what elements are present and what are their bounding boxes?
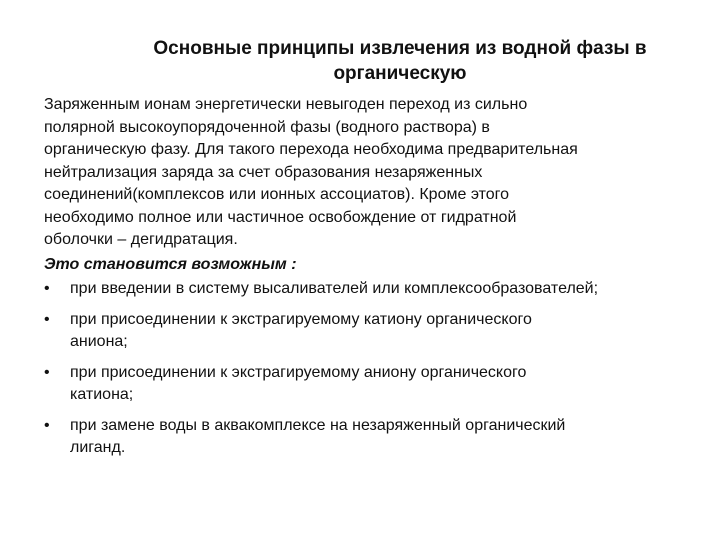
slide-title-line-1: Основные принципы извлечения из водной фазы в xyxy=(153,38,647,59)
list-item xyxy=(44,362,689,407)
paragraph-line: полярной высокоупорядоченной фазы (водного раствора) в xyxy=(44,118,490,136)
bullet-icon: • xyxy=(44,310,50,328)
paragraph-line: Заряженным ионам энергетически невыгоден переход из сильно xyxy=(44,96,528,113)
list-item-text-continued: катиона; xyxy=(70,386,134,403)
list-item-text: при присоединении к экстрагируемому аниону органического xyxy=(70,363,527,381)
list-item xyxy=(44,309,689,354)
emphasis-heading: Это становится возможным : xyxy=(44,255,297,273)
list-item-text: при присоединении к экстрагируемому катиону органического xyxy=(70,310,532,328)
bullet-icon: • xyxy=(44,363,50,381)
bullet-list xyxy=(44,278,689,460)
list-item-text: при замене воды в аквакомплексе на незаряженный органический xyxy=(70,416,566,434)
list-item xyxy=(44,415,689,460)
list-item xyxy=(44,278,689,301)
list-item-text: при введении в систему высаливателей или комплексообразователей; xyxy=(70,280,599,297)
list-item-text-continued: лиганд. xyxy=(70,439,126,456)
paragraph-line: оболочки – дегидратация. xyxy=(44,231,238,248)
list-item-text-continued: аниона; xyxy=(70,333,128,350)
slide-title xyxy=(40,36,720,86)
slide-body xyxy=(44,94,689,468)
paragraph-line: органическую фазу. Для такого перехода необходима предварительная xyxy=(44,141,578,158)
paragraph-line: нейтрализация заряда за счет образования незаряженных xyxy=(44,163,483,181)
bullet-icon: • xyxy=(44,280,50,297)
slide-title-line-2: органическую xyxy=(333,63,467,84)
bullet-icon: • xyxy=(44,416,50,434)
paragraph-line: соединений(комплексов или ионных ассоциатов). Кроме этого xyxy=(44,186,510,203)
intro-paragraph xyxy=(44,94,689,252)
paragraph-line: необходимо полное или частичное освобождение от гидратной xyxy=(44,208,517,226)
